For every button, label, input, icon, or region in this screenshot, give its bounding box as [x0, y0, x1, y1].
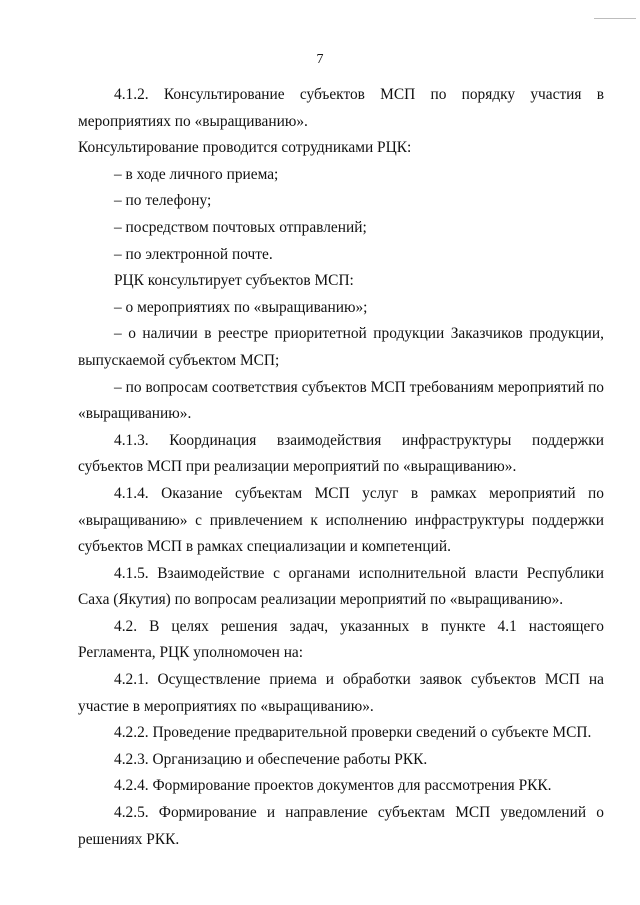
list-item-personal-reception: – в ходе личного приема; [114, 165, 279, 183]
list-item-phone: – по телефону; [114, 192, 212, 210]
paragraph-4-2: 4.2. В целях решения задач, указанных в пункте 4.1 настоящего Регламента, РЦК уполномочен на: [78, 617, 604, 662]
page-number: 7 [316, 52, 324, 67]
list-item-registry: – о наличии в реестре приоритетной продукции Заказчиков продукции, выпускаемой субъектом МСП; [78, 325, 604, 369]
list-item-about-events: – о мероприятиях по «выращиванию»; [114, 298, 368, 316]
paragraph-rck-consults: РЦК консультирует субъектов МСП: [114, 272, 354, 290]
list-item-email: – по электронной почте. [114, 245, 273, 263]
list-item-compliance: – по вопросам соответствия субъектов МСП требованиям мероприятий по «выращиванию». [78, 378, 604, 423]
paragraph-4-2-3: 4.2.3. Организацию и обеспечение работы РКК. [114, 750, 428, 768]
document-body [78, 82, 604, 853]
paragraph-4-1-2-line-2: мероприятиях по «выращиванию». [78, 112, 308, 130]
paragraph-4-1-4: 4.1.4. Оказание субъектам МСП услуг в рамках мероприятий по «выращиванию» с привлечением к исполнению инфраструктуры поддержки субъектов МСП в рамках специализации и компетенций. [78, 484, 604, 556]
paragraph-4-2-1: 4.2.1. Осуществление приема и обработки заявок субъектов МСП на участие в мероприятиях по «выращиванию». [78, 671, 604, 715]
paragraph-consulting-intro: Консультирование проводится сотрудниками РЦК: [78, 139, 412, 157]
scan-edge-mark [594, 18, 636, 19]
paragraph-4-2-5: 4.2.5. Формирование и направление субъектам МСП уведомлений о решениях РКК. [78, 804, 604, 848]
paragraph-4-1-3: 4.1.3. Координация взаимодействия инфраструктуры поддержки субъектов МСП при реализации мероприятий по «выращиванию». [78, 431, 604, 476]
paragraph-4-1-5: 4.1.5. Взаимодействие с органами исполнительной власти Республики Саха (Якутия) по вопросам реализации мероприятий по «выращиванию». [78, 564, 604, 609]
list-item-postal: – посредством почтовых отправлений; [114, 218, 367, 236]
paragraph-4-1-2-line-1: 4.1.2. Консультирование субъектов МСП по порядку участия в [114, 86, 604, 103]
paragraph-4-2-2: 4.2.2. Проведение предварительной проверки сведений о субъекте МСП. [114, 724, 592, 742]
paragraph-4-2-4: 4.2.4. Формирование проектов документов для рассмотрения РКК. [114, 777, 552, 795]
